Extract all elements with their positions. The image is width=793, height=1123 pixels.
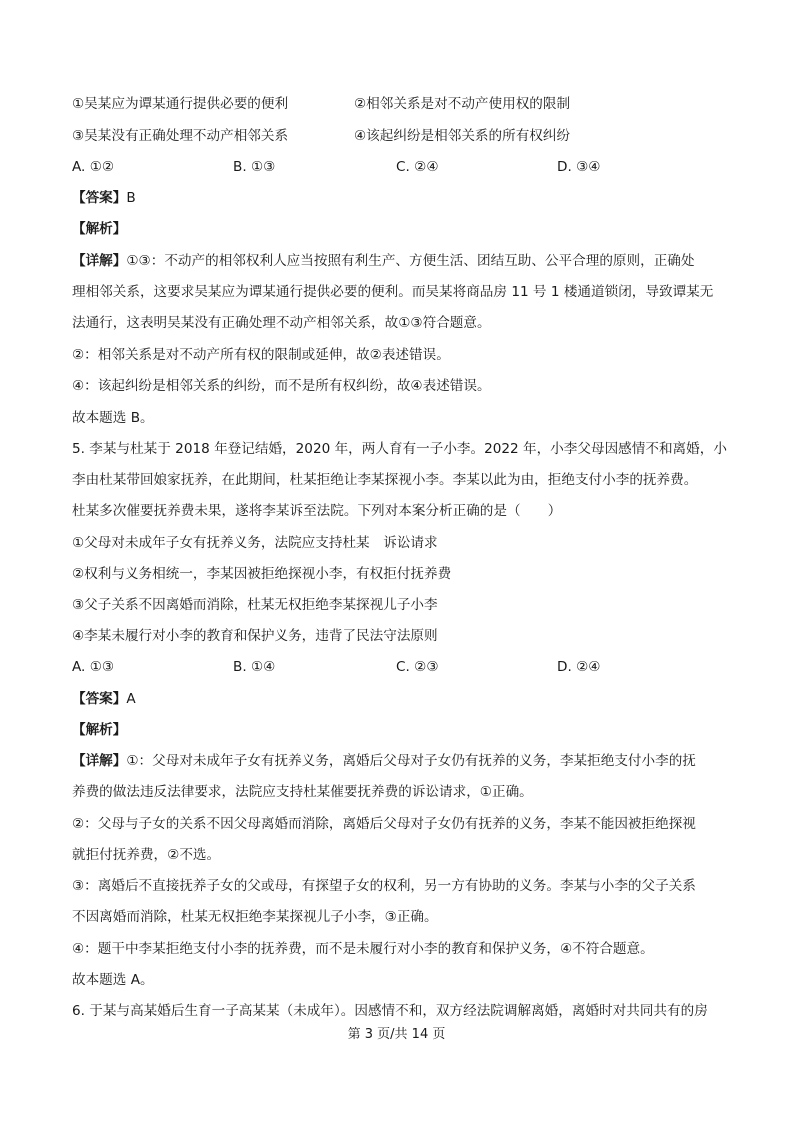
answer-label: 【答案】: [72, 691, 127, 707]
q4-option-a: A. ①②: [72, 159, 115, 175]
q5-conclusion: 故本题选 A。: [72, 972, 154, 988]
q4-conclusion: 故本题选 B。: [72, 410, 154, 426]
q5-option-c: C. ②③: [396, 659, 439, 675]
q4-option-c: C. ②④: [396, 159, 439, 175]
q5-detail-line-7: ④：题干中李某拒绝支付小李的抚养费，而不是未履行对小李的教育和保护义务，④不符合题意。: [72, 941, 654, 957]
q4-detail-line-1: [72, 251, 695, 271]
q5-option-a: A. ①③: [72, 659, 115, 675]
answer-value: A: [126, 691, 136, 707]
q4-statement-1: ①吴某应为谭某通行提供必要的便利: [72, 96, 289, 112]
q5-stem-line-3: 杜某多次催要抚养费未果，遂将李某诉至法院。下列对本案分析正确的是（ ）: [72, 503, 562, 519]
answer-value: B: [126, 190, 136, 206]
q5-detail-line-6: 不因离婚而消除，杜某无权拒绝李某探视儿子小李，③正确。: [72, 909, 438, 925]
q4-statement-4: ④该起纠纷是相邻关系的所有权纠纷: [354, 128, 571, 144]
q4-detail-line-3: 法通行，这表明吴某没有正确处理不动产相邻关系，故①③符合题意。: [72, 315, 491, 331]
q5-option-b: B. ①④: [233, 659, 276, 675]
q5-stem-line-1: 5. 李某与杜某于 2018 年登记结婚，2020 年，两人育有一子小李。2022 年，小李父母因感情不和离婚，小: [72, 441, 727, 457]
q5-detail-line-4: 就拒付抚养费，②不选。: [72, 847, 221, 863]
q4-answer: [72, 188, 136, 208]
page-number: 第 3 页/共 14 页: [347, 1027, 446, 1042]
q5-stem-line-2: 李由杜某带回娘家抚养，在此期间，杜某拒绝让李某探视小李。李某以此为由，拒绝支付小李的抚养费。: [72, 472, 698, 488]
detail-text: ①：父母对未成年子女有抚养义务，离婚后父母对子女仍有抚养的义务，李某拒绝支付小李的抚: [126, 753, 696, 769]
q5-statement-2: ②权利与义务相统一，李某因被拒绝探视小李，有权拒付抚养费: [72, 566, 452, 582]
q5-detail-line-1: [72, 751, 696, 771]
q5-option-d: D. ②④: [557, 659, 601, 675]
q5-statement-3: ③父子关系不因离婚而消除，杜某无权拒绝李某探视儿子小李: [72, 597, 438, 613]
q5-detail-line-5: ③：离婚后不直接抚养子女的父或母，有探望子女的权利，另一方有协助的义务。李某与小李的父子关系: [72, 878, 696, 894]
detail-text: ①③：不动产的相邻权利人应当按照有利生产、方便生活、团结互助、公平合理的原则，正确处: [126, 253, 695, 269]
q5-detail-line-2: 养费的做法违反法律要求，法院应支持杜某催要抚养费的诉讼请求，①正确。: [72, 784, 533, 800]
q5-analysis-label: 【解析】: [72, 722, 127, 738]
q4-detail-line-2: 理相邻关系，这要求吴某应为谭某通行提供必要的便利。而吴某将商品房 11 号 1 楼通道锁闭，导致谭某无: [72, 284, 714, 300]
detail-label: 【详解】: [72, 253, 127, 269]
q5-answer: [72, 689, 136, 709]
q4-statement-3: ③吴某没有正确处理不动产相邻关系: [72, 128, 289, 144]
q4-statement-2: ②相邻关系是对不动产使用权的限制: [354, 96, 571, 112]
q4-detail-line-5: ④：该起纠纷是相邻关系的纠纷，而不是所有权纠纷，故④表述错误。: [72, 378, 491, 394]
q5-detail-line-3: ②：父母与子女的关系不因父母离婚而消除，离婚后父母对子女仍有抚养的义务，李某不能因被拒绝探视: [72, 816, 696, 832]
q6-stem-line-1: 6. 于某与高某婚后生育一子高某某（未成年）。因感情不和，双方经法院调解离婚，离婚时对共同共有的房: [72, 1003, 708, 1019]
answer-label: 【答案】: [72, 190, 127, 206]
q4-analysis-label: 【解析】: [72, 221, 127, 237]
detail-label: 【详解】: [72, 753, 127, 769]
q4-detail-line-4: ②：相邻关系是对不动产所有权的限制或延伸，故②表述错误。: [72, 347, 450, 363]
q5-statement-1: ①父母对未成年子女有抚养义务，法院应支持杜某 诉讼请求: [72, 535, 438, 551]
q4-option-d: D. ③④: [557, 159, 601, 175]
q5-statement-4: ④李某未履行对小李的教育和保护义务，违背了民法守法原则: [72, 628, 438, 644]
q4-option-b: B. ①③: [233, 159, 276, 175]
